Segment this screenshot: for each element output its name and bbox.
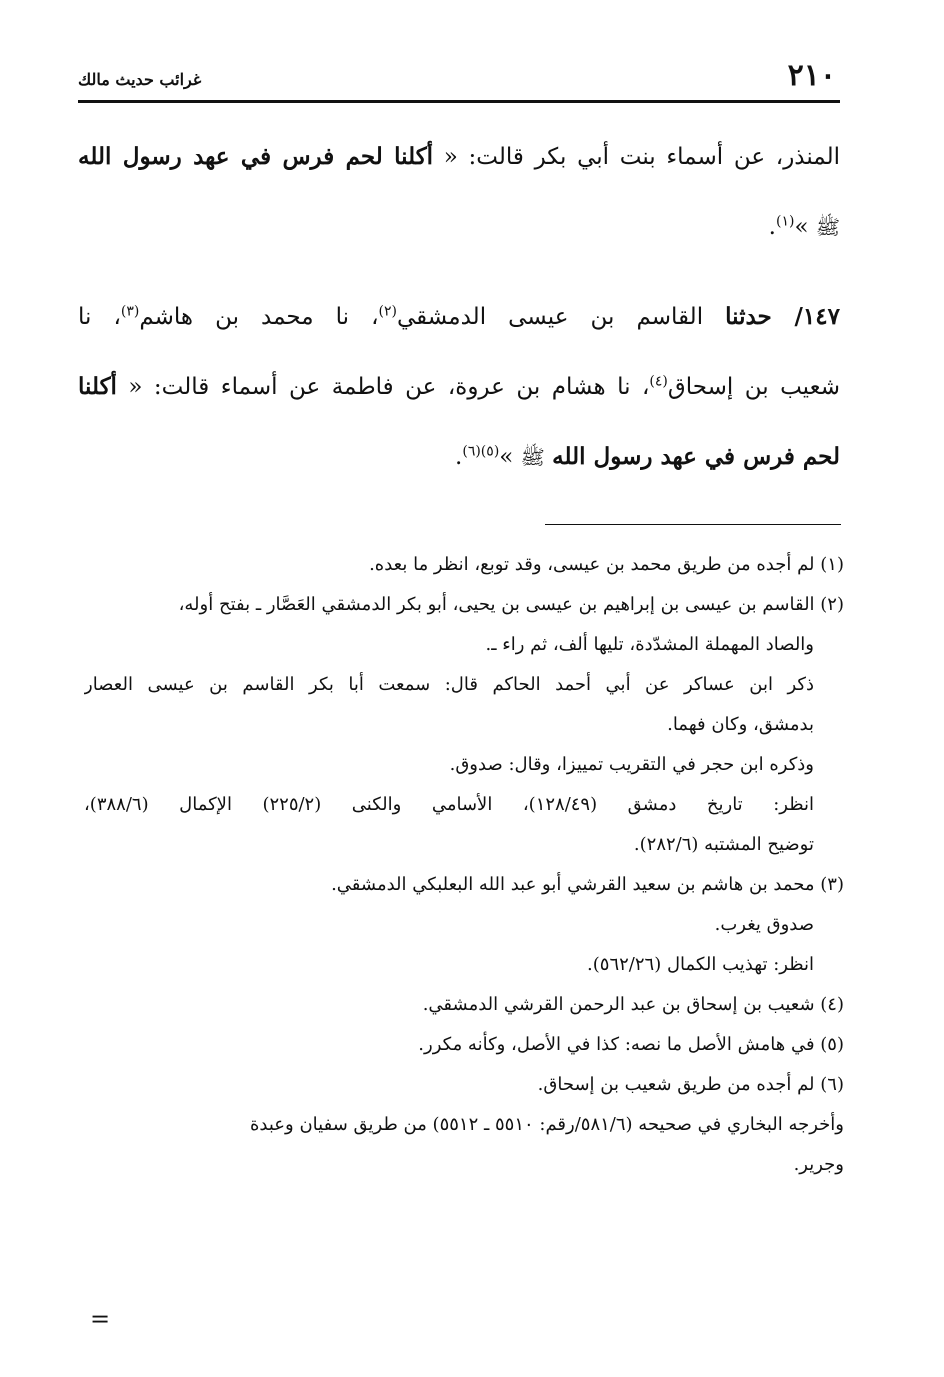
page-number: ٢١٠ (787, 58, 836, 93)
footnote-2-line: وذكره ابن حجر في التقريب تمييزا، وقال: صدوق. (449, 754, 814, 775)
hadith-quote: أكلنا (78, 373, 117, 400)
footnote-2-line: ذكر ابن عساكر عن أبي أحمد الحاكم قال: سمعت أبا بكر القاسم بن عيسى العصار (84, 674, 814, 695)
footnote-5: (٥) في هامش الأصل ما نصه: كذا في الأصل، وكأنه مكرر. (418, 1034, 844, 1055)
header-rule (78, 100, 840, 103)
main-line-1: المنذر، عن أسماء بنت أبي بكر قالت: « أكلنا لحم فرس في عهد رسول الله (78, 143, 840, 170)
footnote-2-line: توضيح المشتبه (٢٨٢/٦). (633, 834, 814, 855)
footnote-2-line: والصاد المهملة المشدّدة، تليها ألف، ثم راء ـ. (485, 634, 814, 655)
footnotes (84, 545, 844, 1185)
footnote-6-line: وجرير. (793, 1154, 844, 1175)
footnote-ref: (٢) (378, 303, 397, 320)
page-header (78, 58, 840, 100)
salawat-mark: ﷺ (520, 445, 545, 469)
main-text (78, 135, 840, 479)
salawat-mark: ﷺ (815, 215, 840, 239)
main-line-5: لحم فرس في عهد رسول الله ﷺ »$^{(٥)(٦)}$. (455, 443, 840, 470)
footnote-1: (١) لم أجده من طريق محمد بن عيسى، وقد توبع، انظر ما بعده. (369, 554, 844, 575)
footnote-ref: (١) (775, 213, 795, 230)
book-title: غرائب حديث مالك (78, 70, 202, 89)
continuation-mark: = (90, 1305, 111, 1333)
footnote-6-line: وأخرجه البخاري في صحيحه (٥٨١/٦/رقم: ٥٥١٠ ـ ٥٥١٢) من طريق سفيان وعبدة (249, 1114, 844, 1135)
footnote-ref: (٣) (120, 303, 140, 320)
main-line-2: ﷺ »$^{(١)}$. (768, 213, 840, 240)
main-line-4: شعيب بن إسحاق$^{(٤)}$، نا هشام بن عروة، عن فاطمة عن أسماء قالت: « أكلنا (78, 373, 840, 400)
footnote-6: (٦) لم أجده من طريق شعيب بن إسحاق. (537, 1074, 844, 1095)
footnote-3: (٣) محمد بن هاشم بن سعيد القرشي أبو عبد الله البعلبكي الدمشقي. (331, 874, 844, 895)
hadith-quote: لحم فرس في عهد رسول الله (552, 443, 840, 470)
footnote-separator (545, 524, 841, 525)
footnote-2-line: انظر: تاريخ دمشق (١٢٨/٤٩)، الأسامي والكنى (٢٢٥/٢) الإكمال (٣٨٨/٦)، (84, 794, 814, 815)
hadith-number: ١٤٧/ حدثنا (725, 303, 840, 330)
footnote-ref: (٥)(٦) (462, 443, 500, 460)
footnote-3-line: انظر: تهذيب الكمال (٥٦٢/٢٦). (587, 954, 814, 975)
footnote-4: (٤) شعيب بن إسحاق بن عبد الرحمن القرشي الدمشقي. (422, 994, 844, 1015)
hadith-quote: أكلنا لحم فرس في عهد رسول الله (78, 143, 434, 170)
footnote-2: (٢) القاسم بن عيسى بن إبراهيم بن عيسى بن يحيى، أبو بكر الدمشقي العَصَّار ـ بفتح أوله، (178, 594, 844, 615)
footnote-3-line: صدوق يغرب. (714, 914, 814, 935)
footnote-2-line: بدمشق، وكان فهما. (667, 714, 814, 735)
main-line-3: ١٤٧/ حدثنا القاسم بن عيسى الدمشقي$^{(٢)}$، نا محمد بن هاشم$^{(٣)}$، نا (78, 303, 840, 330)
footnote-ref: (٤) (649, 373, 668, 390)
